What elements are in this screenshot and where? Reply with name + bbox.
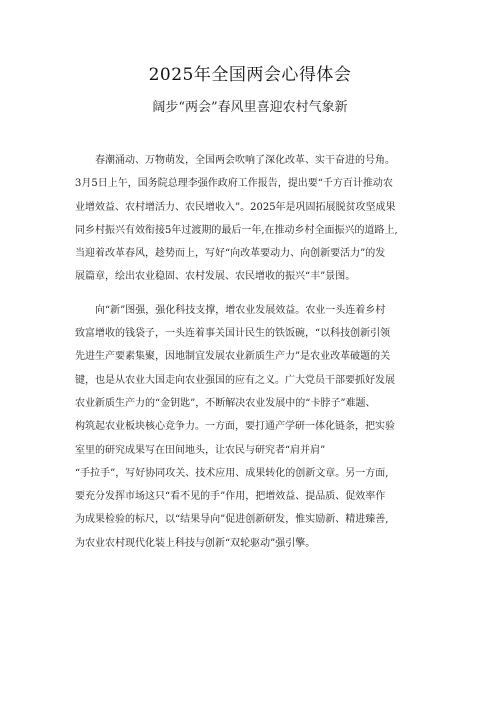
paragraph-line: 3月5日上午，国务院总理李强作政府工作报告，提出要“千方百计推动农 [75,178,393,190]
paragraph-line: 室里的研究成果写在田间地头，让农民与研究者“肩并肩” [75,444,326,456]
paragraph-line: 为成果检验的标尺，以“结果导向”促进创新研发，惟实励新、精进臻善, [75,514,389,526]
paragraph-2 [75,299,427,555]
paragraph-line: 农业新质生产力的“金钥匙”，不断解决农业发展中的“卡脖子”难题、 [75,397,376,409]
paragraph-line: 展篇章，绘出农业稳固、农村发展、农民增收的振兴“丰”景图。 [75,271,356,283]
paragraph-line: 春潮涌动、万物萌发，全国两会吹响了深化改革、实干奋进的号角。 [95,155,395,166]
paragraph-line: 业增效益、农村增活力、农民增收入”。2025年是巩固拓展脱贫攻坚成果 [75,201,396,213]
paragraph-gap [75,289,427,299]
paragraph-line: 当迎着改革春风，趁势而上，写好“向改革要动力、向创新要活力”的发 [75,248,386,260]
document-title: 2025年全国两会心得体会 [148,65,352,85]
paragraph-line: 键，也是从农业大国走向农业强国的应有之义。广大党员干部要抓好发展 [75,374,395,386]
paragraph-1 [75,149,427,289]
paragraph-line: 构筑起农业板块核心竞争力。一方面，要打通产学研一体化链条，把实验 [75,421,395,433]
document-subtitle: 阔步“两会”春风里喜迎农村气象新 [152,100,348,115]
paragraph-line: 致富增收的钱袋子，一头连着事关国计民生的铁饭碗，“以科技创新引领 [75,328,391,340]
paragraph-line: “手拉手”，写好协同攻关、技术应用、成果转化的创新文章。另一方面, [75,467,389,479]
document-body [75,149,427,555]
paragraph-line: 要充分发挥市场这只“看不见的手”作用，把增效益、提品质、促效率作 [75,491,386,503]
paragraph-line: 为农业农村现代化装上科技与创新“双轮驱动”强引擎。 [75,537,316,549]
paragraph-line: 向“新”图强，强化科技支撑，增农业发展效益。农业一头连着乡村 [95,304,386,316]
paragraph-line: 同乡村振兴有效衔接5年过渡期的最后一年,在推动乡村全面振兴的道路上, [75,224,398,236]
paragraph-line: 先进生产要素集聚，因地制宜发展农业新质生产力”是农业改革破题的关 [75,351,391,363]
